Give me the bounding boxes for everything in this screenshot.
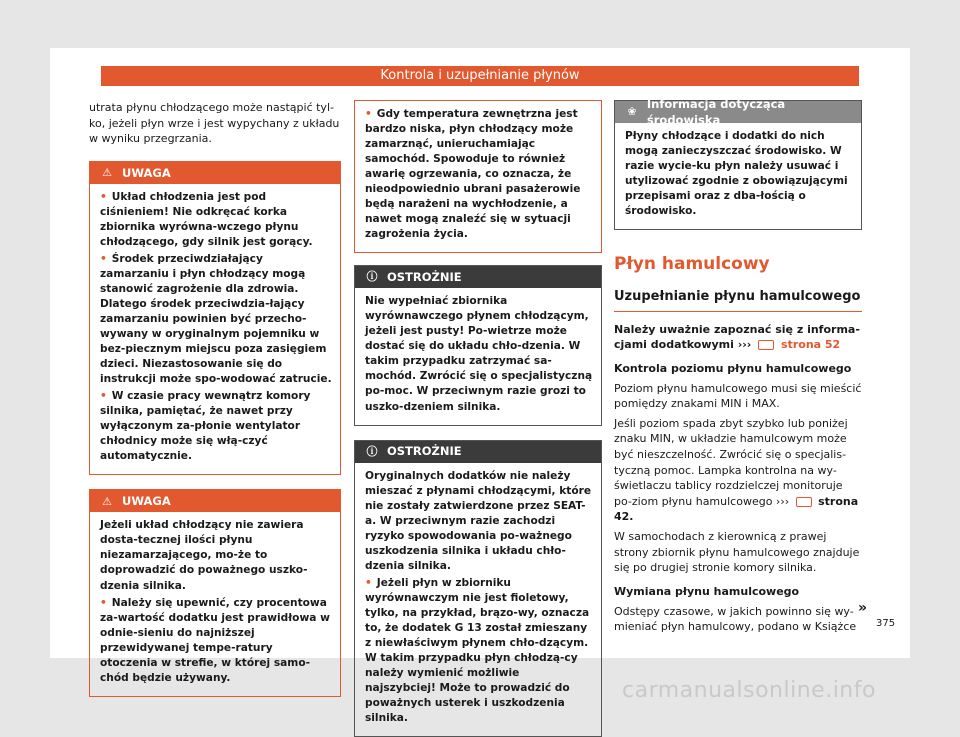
paragraph: Odstępy czasowe, w jakich powinno się wy-mieniać płyn hamulcowy, podano w Książce bbox=[614, 604, 857, 634]
page-link[interactable]: strona 42. bbox=[614, 494, 859, 524]
column-left bbox=[89, 100, 341, 697]
subheading-level-check: Kontrola poziomu płynu hamulcowego bbox=[614, 361, 852, 375]
caution-item: • Jeżeli płyn w zbiorniku wyrównawczym nie jest fioletowy, tylko, na przykład, brązo-wy, oznacza to, że dodatek G 13 został zmieszany z niewłaściwym płynem chło-dzącym. W takim przypadku płyn chłodzą-cy należy wymienić możliwie najszybciej! Może to prowadzić do poważnych usterek i uszkodzenia silnika. bbox=[365, 576, 593, 726]
caution-text: Oryginalnych dodatków nie należy mieszać z płynami chłodzącymi, które nie zostały zatwierdzone przez SEAT-a. W przeciwnym razie zachodzi ryzyko spowodowania po-ważnego uszkodzenia silnika i układu chło-dzenia silnika. bbox=[365, 469, 592, 572]
intro-text: utrata płynu chłodzącego może nastąpić tyl-ko, jeżeli płyn wrze i jest wypychany z układu w wyniku przegrzania. bbox=[89, 101, 340, 146]
warning-item: • Gdy temperatura zewnętrzna jest bardzo niska, płyn chłodzący może zamarznąć, unieruchamiając samochód. Spowoduje to również awarię ogrzewania, co oznacza, że nieodpowiednio ubrani pasażerowie będą narażeni na wychłodzenie, a nawet mogą znaleźć się w sytuacji zagrożenia życia. bbox=[365, 107, 593, 242]
paragraph-text: Jeśli poziom spada zbyt szybko lub poniżej znaku MIN, w układzie hamulcowym może być nieszczelność. Zwrócić się o specjalis-tyczną pomoc. Lampka kontrolna na wy-świetlaczu tablicy rozdzielczej monitoruje po-ziom płynu hamulcowego ››› bbox=[614, 416, 848, 508]
lead-text: Należy uważnie zapoznać się z informa-cjami dodatkowymi ››› bbox=[614, 322, 860, 352]
warning-box-2 bbox=[89, 489, 341, 696]
sub-title: Uzupełnianie płynu hamulcowego bbox=[614, 288, 862, 311]
warning-triangle-icon: ⚠ bbox=[102, 494, 112, 508]
caution-title: OSTROŻNIE bbox=[387, 444, 462, 459]
environment-header bbox=[615, 96, 861, 127]
column-middle bbox=[354, 100, 602, 737]
lead-paragraph bbox=[614, 322, 862, 353]
continue-arrow: » bbox=[858, 600, 868, 616]
subheading-replacement: Wymiana płynu hamulcowego bbox=[614, 584, 800, 598]
page-header-title: Kontrola i uzupełnianie płynów bbox=[101, 66, 859, 86]
info-circle-icon: ⓘ bbox=[366, 270, 378, 284]
column-right bbox=[614, 96, 862, 635]
info-circle-icon: ⓘ bbox=[366, 444, 378, 458]
warning-header bbox=[90, 162, 340, 184]
warning-continuation-box bbox=[354, 100, 602, 253]
leaf-icon: ❀ bbox=[627, 105, 637, 119]
caution-header bbox=[355, 441, 601, 463]
warning-item: • Środek przeciwdziałający zamarzaniu i płyn chłodzący mogą stanowić zagrożenie dla zdrowia. Dlatego środek przeciwdzia-łający zamarzaniu powinien być przecho-wywany w oryginalnym pojemniku w bez-piecznym miejscu poza zasięgiem dzieci. Niezastosowanie się do instrukcji może spo-wodować zatrucie. bbox=[100, 252, 332, 387]
book-icon bbox=[758, 340, 774, 350]
paragraph bbox=[614, 416, 862, 525]
environment-body bbox=[615, 123, 861, 229]
warning-triangle-icon: ⚠ bbox=[102, 166, 112, 180]
warning-item: • Należy się upewnić, czy procentowa za-wartość dodatku jest prawidłowa w odnie-sieniu do najniższej przewidywanej tempe-ratury otoczenia w strefie, w której samo-chód będzie używany. bbox=[100, 596, 332, 686]
warning-text: Jeżeli układ chłodzący nie zawiera dosta-tecznej ilości płynu niezamarzającego, mo-że to doprowadzić do poważnego uszko-dzenia silnika. bbox=[100, 519, 308, 592]
paragraph: W samochodach z kierownicą z prawej strony zbiornik płynu hamulcowego znajduje się po drugiej stronie komory silnika. bbox=[614, 530, 860, 575]
environment-box bbox=[614, 96, 862, 230]
caution-body bbox=[355, 463, 601, 737]
caution-text: Nie wypełniać zbiornika wyrównawczego płynem chłodzącym, jeżeli jest pusty! Po-wietrze może dostać się do układu chło-dzenia. W takim przypadku zatrzymać sa-mochód. Zwrócić się o specjalistyczną po-moc. W przeciwnym razie grozi to uszko-dzeniem silnika. bbox=[365, 295, 593, 413]
warning-box-1 bbox=[89, 161, 341, 476]
lead-page-link[interactable]: strona 52 bbox=[781, 338, 841, 352]
warning-item: • W czasie pracy wewnątrz komory silnika, pamiętać, że nawet przy wyłączonym za-płonie wentylator chłodnicy może się włą-czyć automatycznie. bbox=[100, 389, 332, 464]
caution-box-2 bbox=[354, 440, 602, 737]
caution-title: OSTROŻNIE bbox=[387, 270, 462, 285]
environment-text: Płyny chłodzące i dodatki do nich mogą zanieczyszczać środowisko. W razie wycie-ku płyn należy usuwać i utylizować zgodnie z obowiązującymi przepisami oraz z dba-łością o środowisko. bbox=[625, 130, 848, 218]
section-title: Płyn hamulcowy bbox=[614, 254, 770, 275]
warning-title: UWAGA bbox=[122, 165, 171, 180]
warning-body bbox=[90, 184, 340, 475]
caution-body bbox=[355, 288, 601, 424]
warning-title: UWAGA bbox=[122, 494, 171, 509]
warning-body bbox=[90, 512, 340, 695]
warning-body bbox=[355, 101, 601, 252]
page-number: 375 bbox=[876, 618, 896, 629]
paragraph: Poziom płynu hamulcowego musi się mieścić pomiędzy znakami MIN i MAX. bbox=[614, 381, 862, 411]
environment-title: Informacja dotycząca środowiska bbox=[646, 96, 786, 127]
watermark: carmanualsonline.info bbox=[622, 678, 876, 703]
book-icon bbox=[796, 497, 812, 507]
warning-item: • Układ chłodzenia jest pod ciśnieniem! Nie odkręcać korka zbiornika wyrówna-wczego płynu chłodzącego, gdy silnik jest gorący. bbox=[100, 190, 332, 250]
caution-header bbox=[355, 266, 601, 288]
warning-header bbox=[90, 490, 340, 512]
caution-box-1 bbox=[354, 265, 602, 425]
